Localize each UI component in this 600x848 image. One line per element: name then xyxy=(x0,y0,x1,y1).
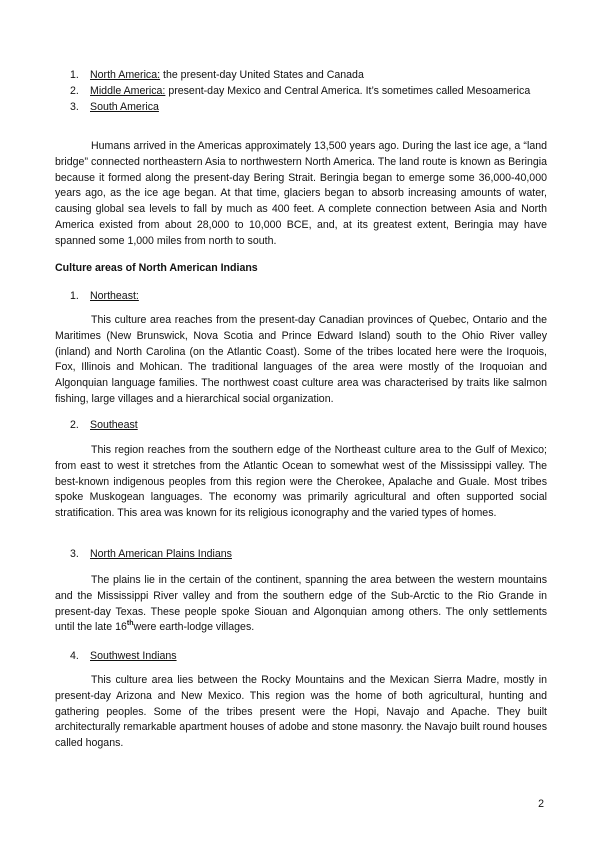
intro-paragraph: Humans arrived in the Americas approximately 13,500 years ago. During the last ice age, a “land bridge” connected northeastern Asia to northwestern North America. The land route is known as Beringia because it formed along the present-day Bering Strait. Beringia began to emerge some 36,000-40,000 years ago, as the ice age began. At that time, glaciers began to absorb increasing amounts of water, causing global sea levels to fall by much as 400 feet. A complete connection between Asia and North America existed from about 28,000 to 10,000 BCE, and, at its greatest extent, Beringia may have spanned some 1,000 miles from north to south. xyxy=(55,140,547,247)
region-name: South America xyxy=(90,100,159,113)
area-title-northeast: 1. Northeast: xyxy=(70,290,139,302)
area-title-plains: 3. North American Plains Indians xyxy=(70,548,232,560)
region-name: Middle America: xyxy=(90,84,166,97)
area-body-southwest: This culture area lies between the Rocky Mountains and the Mexican Sierra Madre, mostly in present-day Arizona and New Mexico. This region was the home of both agricultural, hunting and gathering peoples. Some of the tribes present were the Hopi, Navajo and Apache. They built architecturally remarkable apartment houses of adobe and stone masonry. the Navajo built round houses called hogans. xyxy=(55,674,547,750)
section-heading: Culture areas of North American Indians xyxy=(55,262,258,274)
list-item: 2. Middle America: present-day Mexico and Central America. It’s sometimes called Mesoamerica xyxy=(70,84,531,97)
list-item: 1. North America: the present-day United States and Canada xyxy=(70,69,364,81)
region-desc: present-day Mexico and Central America. It’s sometimes called Mesoamerica xyxy=(165,84,531,97)
area-body-plains: The plains lie in the certain of the continent, spanning the area between the western mountains and the Mississippi River valley and from the southern edge of the Sub-Arctic to the Rio Grande in present-day Texas. These people spoke Siouan and Algonquian among others. The only settlements until the late 16thwere earth-lodge villages. xyxy=(55,574,547,634)
regions-list xyxy=(66,68,536,115)
area-body-southeast: This region reaches from the southern edge of the Northeast culture area to the Gulf of Mexico; from east to west it stretches from the Atlantic Ocean to somewhat west of the Mississippi valley. The best-known indigenous peoples from this region were the Cherokee, Apalache and Guale. Most tribes spoke Muskogean languages. The economy was primarily agricultural and often supported social stratification. This area was known for its religious iconography and the varied types of homes. xyxy=(55,444,547,520)
area-title-southeast: 2. Southeast xyxy=(70,419,138,431)
list-item: 3. South America xyxy=(70,100,159,113)
area-body-northeast: This culture area reaches from the present-day Canadian provinces of Quebec, Ontario and the Maritimes (New Brunswick, Nova Scotia and Prince Edward Island) south to the Ohio River valley (inland) and North Carolina (on the Atlantic Coast). Some of the tribes located here were the Iroquois, Fox, Illinois and Mohican. The traditional languages of the area were mostly of the Iroquoian and Algonquian language families. The northwest coast culture area was characterised by traits like salmon fishing, large villages and a hierarchical social organization. xyxy=(55,314,547,405)
page-number: 2 xyxy=(538,798,544,810)
region-name: North America: xyxy=(90,69,161,81)
region-desc: the present-day United States and Canada xyxy=(160,69,364,81)
area-title-southwest: 4. Southwest Indians xyxy=(70,650,177,662)
superscript: th xyxy=(126,620,134,628)
